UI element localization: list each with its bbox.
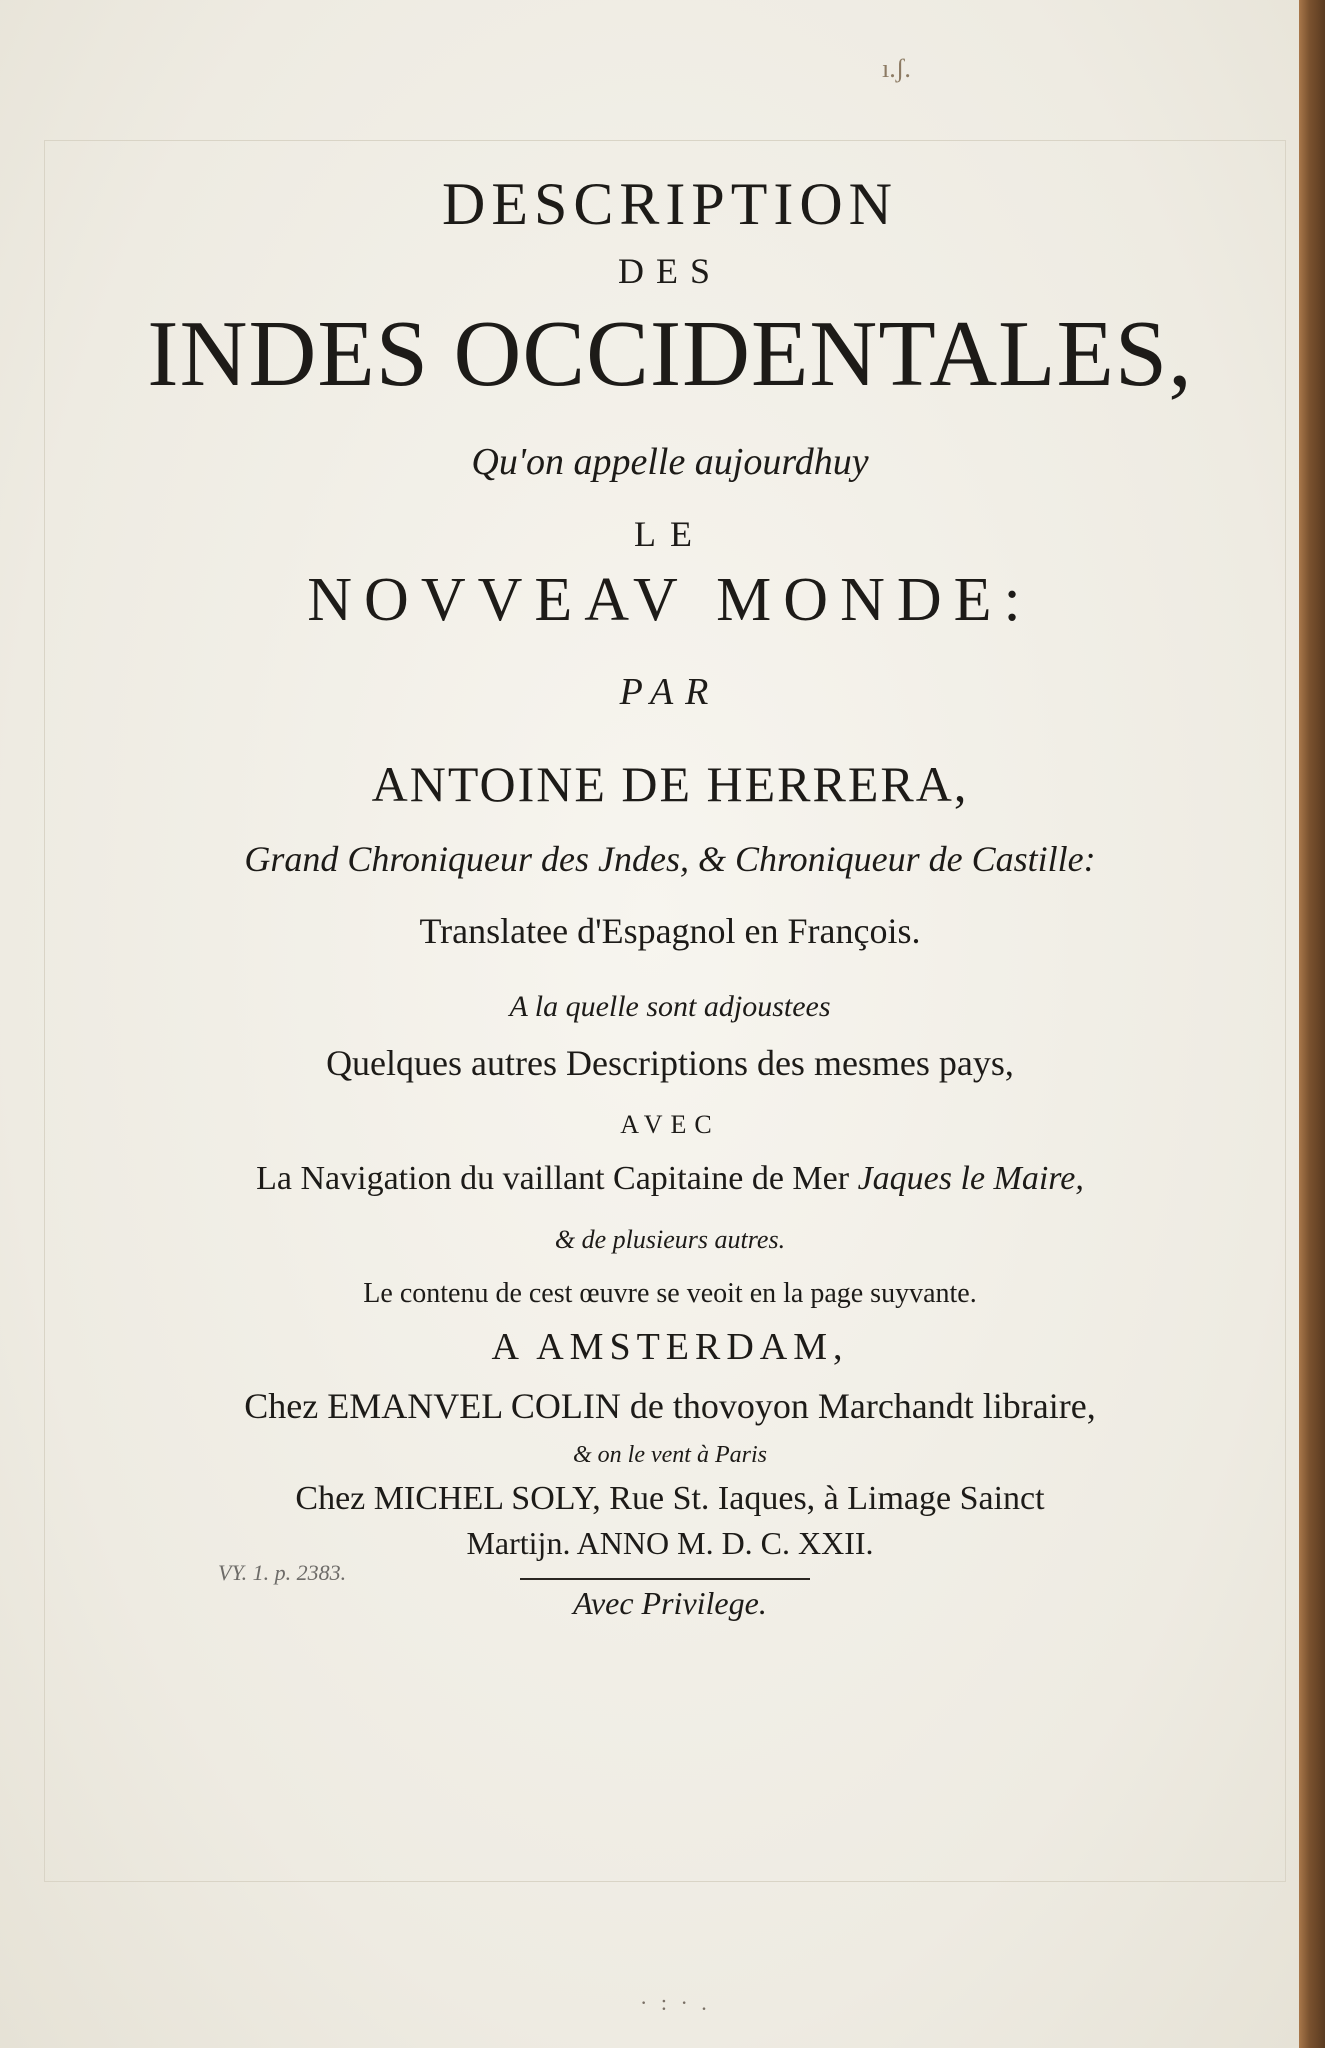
book-spine bbox=[1299, 0, 1325, 2048]
contents-note: Le contenu de cest œuvre se veoit en la page suyvante. bbox=[363, 1278, 977, 1309]
addition-line-1: A la quelle sont adjoustees bbox=[509, 990, 831, 1023]
subtitle-appelle: Qu'on appelle aujourdhuy bbox=[471, 441, 869, 483]
imprint-seller-2: Martijn. ANNO M. D. C. XXII. bbox=[466, 1525, 874, 1561]
author-name: ANTOINE DE HERRERA, bbox=[371, 756, 969, 812]
subtitle-nouveau-monde: NOVVEAV MONDE: bbox=[307, 566, 1033, 634]
avec-label: AVEC bbox=[620, 1110, 720, 1139]
navigation-captain: Jaques le Maire, bbox=[857, 1160, 1084, 1197]
title-description: DESCRIPTION bbox=[441, 171, 899, 237]
imprint-city: A AMSTERDAM, bbox=[491, 1326, 849, 1368]
author-title: Grand Chroniqueur des Jndes, & Chroniqueur de Castille: bbox=[244, 839, 1096, 879]
par-label: PAR bbox=[619, 671, 721, 713]
divider-rule bbox=[520, 1578, 810, 1580]
shelf-mark: VY. 1. p. 2383. bbox=[218, 1560, 347, 1585]
addition-line-2: Quelques autres Descriptions des mesmes pays, bbox=[326, 1043, 1014, 1083]
title-des: DES bbox=[617, 251, 722, 291]
navigation-line bbox=[120, 1160, 1220, 1198]
blind-stamp: · : · . bbox=[640, 1990, 711, 2015]
title-main: INDES OCCIDENTALES, bbox=[147, 302, 1193, 406]
subtitle-le: LE bbox=[634, 514, 706, 554]
imprint-paris-note: & on le vent à Paris bbox=[573, 1442, 767, 1468]
imprint-seller-1: Chez MICHEL SOLY, Rue St. Iaques, à Limage Sainct bbox=[295, 1480, 1045, 1517]
imprint-publisher: Chez EMANVEL COLIN de thovoyon Marchandt libraire, bbox=[244, 1386, 1096, 1426]
others-line: & de plusieurs autres. bbox=[554, 1225, 786, 1254]
privilege-line: Avec Privilege. bbox=[573, 1585, 767, 1621]
ink-mark: ı.ʃ. bbox=[882, 54, 911, 83]
translation-note: Translatee d'Espagnol en François. bbox=[419, 911, 921, 951]
navigation-prefix: La Navigation du vaillant Capitaine de Mer bbox=[256, 1160, 850, 1197]
